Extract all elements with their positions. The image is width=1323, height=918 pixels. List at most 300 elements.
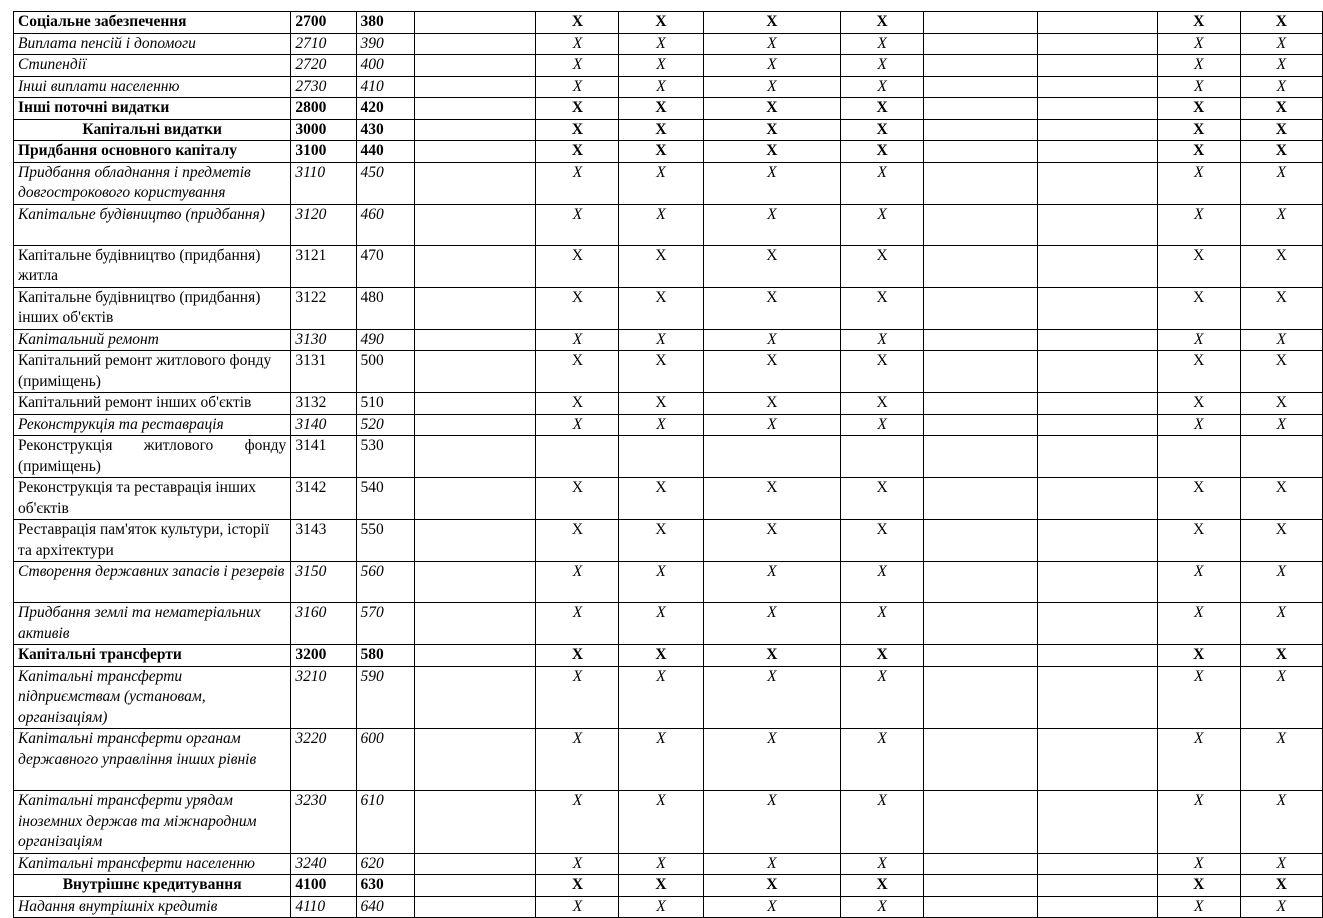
expenditure-table: [13, 11, 1323, 918]
cell-mark: X: [703, 896, 840, 918]
cell-mark: X: [703, 603, 840, 645]
cell-mark: X: [536, 33, 619, 55]
row-line-number: 610: [356, 791, 414, 854]
cell-mark: X: [1157, 329, 1240, 351]
cell-empty: [1037, 853, 1157, 875]
cell-mark: X: [841, 414, 924, 436]
cell-mark: X: [1157, 562, 1240, 603]
cell-mark: X: [619, 666, 703, 729]
cell-mark: X: [703, 329, 840, 351]
cell-empty: [924, 875, 1038, 897]
row-line-number: 600: [356, 729, 414, 791]
cell-mark: X: [536, 76, 619, 98]
row-name: Придбання обладнання і предметів довгострокового користування: [14, 162, 291, 204]
row-name: Стипендії: [14, 55, 291, 77]
cell-empty: [414, 119, 536, 141]
cell-mark: X: [841, 12, 924, 34]
cell-empty: [414, 393, 536, 415]
cell-mark: X: [841, 603, 924, 645]
cell-empty: [1037, 478, 1157, 520]
row-code: 3143: [291, 520, 356, 562]
row-name: Реконструкція та реставрація: [14, 414, 291, 436]
cell-empty: [414, 55, 536, 77]
cell-empty: [924, 55, 1038, 77]
cell-mark: X: [1157, 245, 1240, 287]
cell-empty: [414, 478, 536, 520]
row-code: 2730: [291, 76, 356, 98]
row-line-number: 400: [356, 55, 414, 77]
cell-mark: X: [619, 119, 703, 141]
row-line-number: 490: [356, 329, 414, 351]
cell-mark: X: [841, 666, 924, 729]
cell-empty: [1037, 119, 1157, 141]
row-line-number: 510: [356, 393, 414, 415]
cell-mark: X: [619, 33, 703, 55]
cell-empty: [1037, 645, 1157, 667]
cell-mark: X: [1157, 520, 1240, 562]
cell-mark: X: [619, 329, 703, 351]
row-code: 3000: [291, 119, 356, 141]
cell-empty: [924, 76, 1038, 98]
cell-mark: X: [536, 478, 619, 520]
row-name: Капітальне будівництво (придбання): [14, 204, 291, 245]
cell-empty: [1037, 393, 1157, 415]
cell-mark: X: [536, 729, 619, 791]
row-line-number: 410: [356, 76, 414, 98]
cell-mark: X: [703, 33, 840, 55]
row-code: 3200: [291, 645, 356, 667]
table-row: [14, 896, 1323, 918]
cell-empty: [924, 791, 1038, 854]
row-name: Капітальний ремонт інших об'єктів: [14, 393, 291, 415]
table-row: [14, 603, 1323, 645]
cell-mark: X: [619, 520, 703, 562]
cell-empty: [414, 853, 536, 875]
cell-empty: [703, 436, 840, 478]
row-code: 4110: [291, 896, 356, 918]
cell-mark: X: [1157, 875, 1240, 897]
cell-mark: X: [1157, 896, 1240, 918]
cell-empty: [414, 729, 536, 791]
cell-mark: X: [619, 351, 703, 393]
row-name: Створення державних запасів і резервів: [14, 562, 291, 603]
cell-empty: [1037, 55, 1157, 77]
cell-mark: X: [841, 645, 924, 667]
cell-mark: X: [619, 76, 703, 98]
row-name: Капітальні трансферти урядам іноземних держав та міжнародним організаціям: [14, 791, 291, 854]
row-code: 4100: [291, 875, 356, 897]
cell-empty: [1037, 414, 1157, 436]
row-line-number: 570: [356, 603, 414, 645]
cell-mark: X: [703, 562, 840, 603]
cell-mark: X: [841, 520, 924, 562]
cell-mark: X: [536, 245, 619, 287]
cell-mark: X: [841, 33, 924, 55]
cell-mark: X: [619, 791, 703, 854]
cell-mark: X: [619, 896, 703, 918]
cell-mark: X: [841, 98, 924, 120]
table-row: [14, 436, 1323, 478]
cell-mark: X: [841, 393, 924, 415]
cell-mark: X: [841, 351, 924, 393]
cell-empty: [1037, 287, 1157, 329]
cell-mark: X: [703, 729, 840, 791]
cell-mark: X: [703, 414, 840, 436]
row-code: 3100: [291, 141, 356, 163]
cell-empty: [1037, 603, 1157, 645]
row-code: 3132: [291, 393, 356, 415]
cell-mark: X: [1157, 76, 1240, 98]
row-line-number: 620: [356, 853, 414, 875]
cell-empty: [414, 204, 536, 245]
cell-empty: [414, 329, 536, 351]
cell-empty: [1037, 162, 1157, 204]
cell-mark: X: [703, 12, 840, 34]
row-code: 2720: [291, 55, 356, 77]
cell-mark: X: [1240, 204, 1322, 245]
cell-mark: X: [1240, 141, 1322, 163]
table-row: [14, 55, 1323, 77]
row-name: Капітальні трансферти органам державного управління інших рівнів: [14, 729, 291, 791]
cell-mark: X: [619, 645, 703, 667]
table-row: [14, 729, 1323, 791]
cell-empty: [1037, 875, 1157, 897]
table-row: [14, 478, 1323, 520]
row-code: 3142: [291, 478, 356, 520]
cell-empty: [924, 119, 1038, 141]
cell-mark: X: [619, 162, 703, 204]
cell-empty: [924, 853, 1038, 875]
cell-empty: [414, 351, 536, 393]
row-line-number: 530: [356, 436, 414, 478]
cell-mark: X: [703, 245, 840, 287]
cell-mark: X: [619, 393, 703, 415]
cell-empty: [924, 204, 1038, 245]
cell-mark: X: [1157, 55, 1240, 77]
cell-mark: X: [703, 204, 840, 245]
row-code: 3120: [291, 204, 356, 245]
table-row: [14, 287, 1323, 329]
cell-mark: X: [619, 875, 703, 897]
cell-empty: [414, 645, 536, 667]
cell-mark: X: [536, 351, 619, 393]
row-code: 3150: [291, 562, 356, 603]
cell-empty: [841, 436, 924, 478]
cell-mark: X: [1157, 287, 1240, 329]
cell-empty: [1157, 436, 1240, 478]
row-line-number: 420: [356, 98, 414, 120]
row-line-number: 450: [356, 162, 414, 204]
row-name: Капітальне будівництво (придбання) інших об'єктів: [14, 287, 291, 329]
cell-mark: X: [1157, 98, 1240, 120]
cell-mark: X: [841, 729, 924, 791]
row-line-number: 590: [356, 666, 414, 729]
cell-empty: [924, 896, 1038, 918]
row-name: Капітальні трансферти: [14, 645, 291, 667]
cell-mark: X: [1157, 853, 1240, 875]
table-row: [14, 162, 1323, 204]
cell-mark: X: [703, 393, 840, 415]
row-name: Реставрація пам'яток культури, історії та архітектури: [14, 520, 291, 562]
cell-mark: X: [703, 853, 840, 875]
cell-mark: X: [1157, 666, 1240, 729]
cell-mark: X: [703, 162, 840, 204]
cell-mark: X: [841, 76, 924, 98]
cell-mark: X: [1240, 287, 1322, 329]
cell-mark: X: [703, 141, 840, 163]
cell-mark: X: [841, 55, 924, 77]
cell-mark: X: [536, 162, 619, 204]
cell-mark: X: [536, 393, 619, 415]
cell-empty: [414, 603, 536, 645]
cell-empty: [536, 436, 619, 478]
cell-empty: [1037, 520, 1157, 562]
table-row: [14, 245, 1323, 287]
row-line-number: 390: [356, 33, 414, 55]
cell-empty: [924, 414, 1038, 436]
row-name: Капітальні трансферти підприємствам (установам, організаціям): [14, 666, 291, 729]
cell-mark: X: [1240, 520, 1322, 562]
cell-empty: [414, 33, 536, 55]
cell-mark: X: [619, 12, 703, 34]
row-code: 3160: [291, 603, 356, 645]
cell-mark: X: [703, 478, 840, 520]
row-code: 3121: [291, 245, 356, 287]
cell-mark: X: [841, 853, 924, 875]
table-row: [14, 791, 1323, 854]
cell-mark: X: [1240, 414, 1322, 436]
row-line-number: 470: [356, 245, 414, 287]
cell-empty: [414, 141, 536, 163]
cell-empty: [924, 245, 1038, 287]
row-line-number: 380: [356, 12, 414, 34]
cell-mark: X: [1240, 393, 1322, 415]
cell-empty: [1037, 204, 1157, 245]
row-name: Капітальне будівництво (придбання) житла: [14, 245, 291, 287]
cell-mark: X: [1157, 414, 1240, 436]
report-sheet: [13, 11, 1323, 918]
cell-mark: X: [1240, 329, 1322, 351]
cell-mark: X: [536, 119, 619, 141]
cell-mark: X: [1240, 562, 1322, 603]
cell-mark: X: [841, 245, 924, 287]
cell-mark: X: [619, 55, 703, 77]
table-row: [14, 204, 1323, 245]
cell-mark: X: [1240, 478, 1322, 520]
table-row: [14, 141, 1323, 163]
row-code: 3141: [291, 436, 356, 478]
cell-empty: [1037, 12, 1157, 34]
cell-mark: X: [536, 204, 619, 245]
cell-mark: X: [841, 875, 924, 897]
cell-mark: X: [619, 98, 703, 120]
table-row: [14, 98, 1323, 120]
cell-empty: [924, 393, 1038, 415]
cell-mark: X: [1240, 162, 1322, 204]
cell-mark: X: [1157, 478, 1240, 520]
cell-mark: X: [536, 791, 619, 854]
cell-mark: X: [536, 896, 619, 918]
cell-mark: X: [536, 666, 619, 729]
cell-empty: [1037, 245, 1157, 287]
cell-empty: [924, 162, 1038, 204]
row-name: Реконструкція та реставрація інших об'єктів: [14, 478, 291, 520]
cell-empty: [414, 245, 536, 287]
cell-empty: [1037, 98, 1157, 120]
cell-empty: [414, 520, 536, 562]
cell-mark: X: [619, 414, 703, 436]
table-row: [14, 351, 1323, 393]
cell-mark: X: [703, 520, 840, 562]
row-code: 2710: [291, 33, 356, 55]
cell-mark: X: [536, 645, 619, 667]
cell-mark: X: [1240, 55, 1322, 77]
cell-mark: X: [1157, 33, 1240, 55]
cell-empty: [924, 562, 1038, 603]
cell-empty: [1037, 351, 1157, 393]
table-body: [14, 12, 1323, 918]
cell-mark: X: [841, 329, 924, 351]
cell-mark: X: [1240, 119, 1322, 141]
cell-mark: X: [619, 478, 703, 520]
cell-mark: X: [703, 119, 840, 141]
cell-empty: [1037, 562, 1157, 603]
cell-mark: X: [619, 603, 703, 645]
cell-mark: X: [1157, 791, 1240, 854]
cell-mark: X: [536, 414, 619, 436]
cell-mark: X: [703, 287, 840, 329]
cell-mark: X: [536, 98, 619, 120]
row-name: Капітальні трансферти населенню: [14, 853, 291, 875]
cell-empty: [924, 33, 1038, 55]
row-code: 3240: [291, 853, 356, 875]
cell-mark: X: [619, 204, 703, 245]
cell-mark: X: [619, 562, 703, 603]
cell-empty: [924, 666, 1038, 729]
table-row: [14, 33, 1323, 55]
cell-mark: X: [619, 141, 703, 163]
cell-mark: X: [1240, 875, 1322, 897]
cell-empty: [414, 436, 536, 478]
cell-mark: X: [1157, 12, 1240, 34]
cell-mark: X: [536, 141, 619, 163]
cell-empty: [1240, 436, 1322, 478]
table-row: [14, 329, 1323, 351]
row-line-number: 440: [356, 141, 414, 163]
cell-empty: [1037, 896, 1157, 918]
cell-empty: [414, 666, 536, 729]
cell-empty: [414, 896, 536, 918]
row-name: Придбання землі та нематеріальних активів: [14, 603, 291, 645]
cell-empty: [414, 287, 536, 329]
cell-empty: [1037, 33, 1157, 55]
cell-mark: X: [1157, 645, 1240, 667]
table-row: [14, 12, 1323, 34]
row-line-number: 550: [356, 520, 414, 562]
cell-mark: X: [703, 645, 840, 667]
cell-mark: X: [703, 98, 840, 120]
cell-mark: X: [1240, 853, 1322, 875]
row-name: Інші виплати населенню: [14, 76, 291, 98]
table-row: [14, 562, 1323, 603]
table-row: [14, 666, 1323, 729]
cell-empty: [924, 478, 1038, 520]
cell-empty: [1037, 436, 1157, 478]
row-line-number: 580: [356, 645, 414, 667]
cell-mark: X: [619, 287, 703, 329]
row-line-number: 460: [356, 204, 414, 245]
cell-mark: X: [1157, 141, 1240, 163]
cell-mark: X: [1157, 393, 1240, 415]
row-line-number: 560: [356, 562, 414, 603]
row-name: Капітальні видатки: [14, 119, 291, 141]
table-row: [14, 520, 1323, 562]
cell-mark: X: [703, 55, 840, 77]
cell-empty: [414, 12, 536, 34]
cell-mark: X: [841, 204, 924, 245]
cell-mark: X: [1157, 204, 1240, 245]
cell-mark: X: [619, 853, 703, 875]
cell-mark: X: [1240, 351, 1322, 393]
row-name: Соціальне забезпечення: [14, 12, 291, 34]
table-row: [14, 875, 1323, 897]
cell-mark: X: [1157, 119, 1240, 141]
row-name: Інші поточні видатки: [14, 98, 291, 120]
row-name: Реконструкція житлового фонду (приміщень): [14, 436, 291, 478]
row-code: 3220: [291, 729, 356, 791]
cell-empty: [1037, 76, 1157, 98]
cell-mark: X: [536, 603, 619, 645]
cell-mark: X: [841, 141, 924, 163]
cell-empty: [414, 98, 536, 120]
cell-empty: [924, 329, 1038, 351]
cell-empty: [924, 436, 1038, 478]
cell-mark: X: [619, 729, 703, 791]
table-row: [14, 393, 1323, 415]
row-name: Виплата пенсій і допомоги: [14, 33, 291, 55]
cell-mark: X: [536, 520, 619, 562]
cell-mark: X: [536, 875, 619, 897]
cell-mark: X: [1240, 98, 1322, 120]
cell-empty: [1037, 666, 1157, 729]
table-row: [14, 76, 1323, 98]
row-line-number: 630: [356, 875, 414, 897]
cell-mark: X: [536, 55, 619, 77]
row-name: Капітальний ремонт: [14, 329, 291, 351]
cell-mark: X: [619, 245, 703, 287]
cell-mark: X: [703, 791, 840, 854]
cell-mark: X: [1240, 729, 1322, 791]
cell-empty: [924, 729, 1038, 791]
cell-mark: X: [841, 287, 924, 329]
row-name: Надання внутрішніх кредитів: [14, 896, 291, 918]
cell-empty: [414, 791, 536, 854]
cell-mark: X: [841, 478, 924, 520]
row-code: 3122: [291, 287, 356, 329]
cell-mark: X: [703, 351, 840, 393]
row-line-number: 430: [356, 119, 414, 141]
row-name: Придбання основного капіталу: [14, 141, 291, 163]
cell-mark: X: [841, 562, 924, 603]
row-code: 2700: [291, 12, 356, 34]
cell-mark: X: [1157, 729, 1240, 791]
row-line-number: 520: [356, 414, 414, 436]
cell-empty: [1037, 729, 1157, 791]
row-code: 3230: [291, 791, 356, 854]
row-name: Капітальний ремонт житлового фонду (приміщень): [14, 351, 291, 393]
cell-mark: X: [703, 76, 840, 98]
cell-empty: [924, 645, 1038, 667]
